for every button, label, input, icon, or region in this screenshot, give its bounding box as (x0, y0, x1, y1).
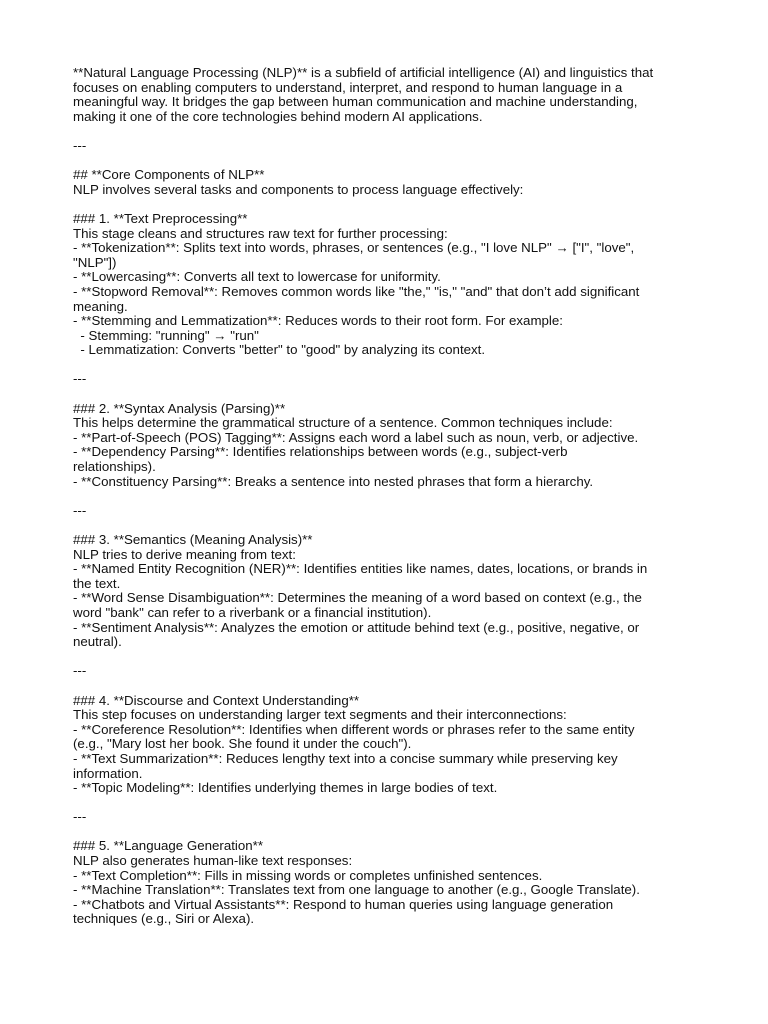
list-item: - **Coreference Resolution**: Identifies when different words or phrases refer to the same entity (73, 721, 635, 737)
list-item: - **Chatbots and Virtual Assistants**: Respond to human queries using language generation (73, 896, 614, 912)
text-line: techniques (e.g., Siri or Alexa). (73, 911, 255, 927)
list-item: - **Machine Translation**: Translates text from one language to another (e.g., Google Translate). (73, 882, 640, 898)
subsection-heading: ### 2. **Syntax Analysis (Parsing)** (73, 400, 286, 416)
subsection-heading: ### 4. **Discourse and Context Understanding** (73, 692, 360, 708)
list-item: - **Text Summarization**: Reduces lengthy text into a concise summary while preserving key (73, 750, 618, 766)
text-line: "NLP"]) (73, 254, 117, 270)
blank-line (73, 518, 703, 533)
text-line: focuses on enabling computers to understand, interpret, and respond to human language in a (73, 79, 623, 95)
list-item: - Lemmatization: Converts "better" to "good" by analyzing its context. (73, 342, 486, 358)
list-item: - **Topic Modeling**: Identifies underlying themes in large bodies of text. (73, 780, 498, 796)
blank-line (73, 358, 703, 373)
list-item: - **Word Sense Disambiguation**: Determines the meaning of a word based on context (e.g., the (73, 590, 642, 606)
horizontal-rule: --- (73, 371, 87, 387)
list-item: - **Part-of-Speech (POS) Tagging**: Assigns each word a label such as noun, verb, or adjective. (73, 429, 639, 445)
blank-line (73, 124, 703, 139)
text-line: This helps determine the grammatical structure of a sentence. Common techniques include: (73, 415, 613, 431)
blank-line (73, 650, 703, 665)
text-line: neutral). (73, 634, 122, 650)
text-line: relationships). (73, 459, 156, 475)
list-item: - **Stopword Removal**: Removes common words like "the," "is," "and" that don’t add significant (73, 283, 640, 299)
subsection-heading: ### 5. **Language Generation** (73, 838, 264, 854)
text-line: making it one of the core technologies behind modern AI applications. (73, 108, 483, 124)
text-line: This stage cleans and structures raw text for further processing: (73, 225, 448, 241)
list-item: - **Dependency Parsing**: Identifies relationships between words (e.g., subject-verb (73, 444, 568, 460)
text-line: This step focuses on understanding larger text segments and their interconnections: (73, 707, 567, 723)
text-line: meaning. (73, 298, 128, 314)
text-line: **Natural Language Processing (NLP)** is a subfield of artificial intelligence (AI) and linguistics that (73, 65, 654, 80)
blank-line (73, 489, 703, 504)
blank-line (73, 679, 703, 694)
text-line: NLP also generates human-like text responses: (73, 853, 353, 869)
blank-line (73, 387, 703, 402)
list-item: - Stemming: "running" → "run" (73, 327, 259, 343)
list-item: - **Tokenization**: Splits text into words, phrases, or sentences (e.g., "I love NLP" → ["I", "love", (73, 240, 635, 256)
document-body (73, 66, 703, 927)
text-line: word "bank" can refer to a riverbank or a financial institution). (73, 604, 432, 620)
horizontal-rule: --- (73, 502, 87, 518)
list-item: - **Text Completion**: Fills in missing words or completes unfinished sentences. (73, 867, 543, 883)
text-line: meaningful way. It bridges the gap between human communication and machine understanding, (73, 94, 638, 110)
text-line: the text. (73, 575, 121, 591)
list-item: - **Stemming and Lemmatization**: Reduces words to their root form. For example: (73, 313, 563, 329)
subsection-heading: ### 3. **Semantics (Meaning Analysis)** (73, 532, 313, 547)
list-item: - **Constituency Parsing**: Breaks a sentence into nested phrases that form a hierarchy. (73, 473, 594, 489)
text-line: information. (73, 765, 143, 781)
text-line: NLP involves several tasks and components to process language effectively: (73, 181, 524, 197)
list-item: - **Sentiment Analysis**: Analyzes the emotion or attitude behind text (e.g., positive, negative, or (73, 619, 640, 635)
text-line: NLP tries to derive meaning from text: (73, 546, 296, 562)
blank-line (73, 197, 703, 212)
blank-line (73, 154, 703, 169)
horizontal-rule: --- (73, 809, 87, 825)
section-heading: ## **Core Components of NLP** (73, 167, 265, 183)
subsection-heading: ### 1. **Text Preprocessing** (73, 210, 248, 226)
list-item: - **Named Entity Recognition (NER)**: Identifies entities like names, dates, locations, or brands in (73, 561, 648, 577)
list-item: - **Lowercasing**: Converts all text to lowercase for uniformity. (73, 269, 441, 285)
horizontal-rule: --- (73, 137, 87, 153)
blank-line (73, 825, 703, 840)
blank-line (73, 796, 703, 811)
text-line: (e.g., "Mary lost her book. She found it under the couch"). (73, 736, 412, 752)
horizontal-rule: --- (73, 663, 87, 679)
